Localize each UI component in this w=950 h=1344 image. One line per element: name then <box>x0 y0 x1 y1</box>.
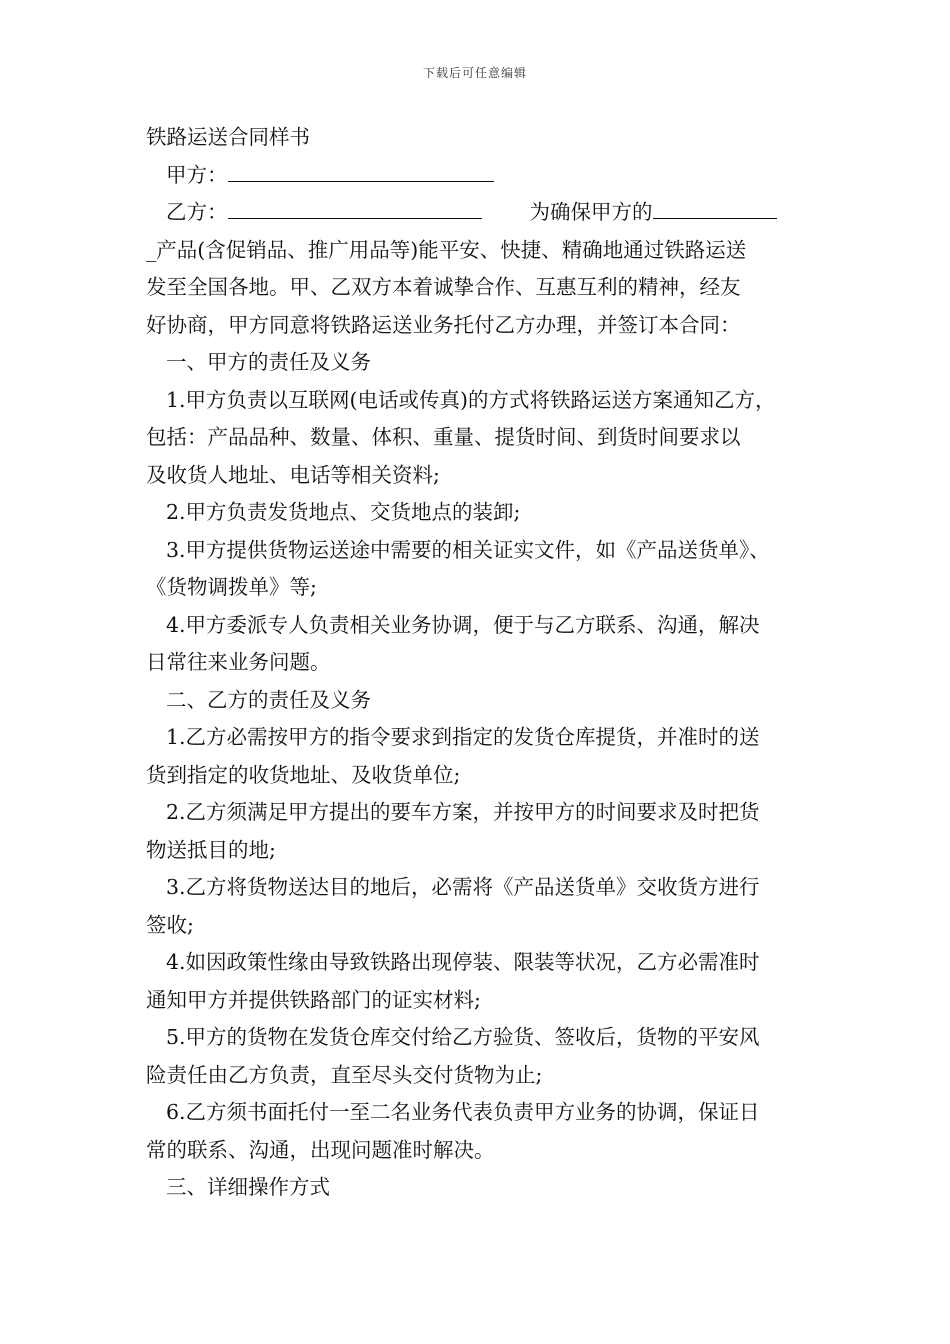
section-heading: 三、详细操作方式 <box>166 1175 330 1199</box>
body-line: 物送抵目的地; <box>146 837 276 862</box>
body-line: 签收; <box>146 912 194 937</box>
body-line: 1.乙方必需按甲方的指令要求到指定的发货仓库提货，并准时的送 <box>166 725 760 749</box>
product-blank <box>653 196 777 219</box>
body-line: 3.乙方将货物送达目的地后，必需将《产品送货单》交收货方进行 <box>166 875 760 899</box>
body-line: 2.甲方负责发货地点、交货地点的装卸; <box>166 500 521 524</box>
party-b-label: 乙方： <box>166 200 228 224</box>
section-heading: 二、乙方的责任及义务 <box>166 687 371 712</box>
body-line: 1.甲方负责以互联网(电话或传真)的方式将铁路运送方案通知乙方， <box>166 387 776 412</box>
body-line: 常的联系、沟通，出现问题准时解决。 <box>146 1137 495 1162</box>
intro-prefix: 为确保甲方的 <box>529 200 653 224</box>
party-a-line <box>146 157 811 195</box>
body-line: 日常往来业务问题。 <box>146 650 331 674</box>
body-line: 6.乙方须书面托付一至二名业务代表负责甲方业务的协调，保证日 <box>166 1100 760 1124</box>
body-line: 好协商，甲方同意将铁路运送业务托付乙方办理，并签订本合同： <box>146 312 741 337</box>
party-a-blank <box>228 159 494 182</box>
body-line: 4.如因政策性缘由导致铁路出现停装、限装等状况，乙方必需准时 <box>166 950 760 974</box>
body-line: 货到指定的收货地址、及收货单位; <box>146 762 461 787</box>
body-line: 2.乙方须满足甲方提出的要车方案，并按甲方的时间要求及时把货 <box>166 800 760 824</box>
body-line: _产品(含促销品、推广用品等)能平安、快捷、精确地通过铁路运送 <box>146 237 747 262</box>
header-note: 下载后可任意编辑 <box>422 66 527 80</box>
body-line: 发至全国各地。甲、乙双方本着诚挚合作、互惠互利的精神，经友 <box>146 275 741 299</box>
body-line: 5.甲方的货物在发货仓库交付给乙方验货、签收后，货物的平安风 <box>166 1025 760 1049</box>
party-b-blank <box>228 196 482 219</box>
party-a-label: 甲方： <box>166 162 228 187</box>
body-line: 及收货人地址、电话等相关资料; <box>146 462 440 487</box>
body-line: 通知甲方并提供铁路部门的证实材料; <box>146 987 481 1012</box>
party-b-line <box>146 194 811 232</box>
contract-title: 铁路运送合同样书 <box>146 125 310 149</box>
body-line: 包括：产品品种、数量、体积、重量、提货时间、到货时间要求以 <box>146 425 741 449</box>
body-line: 3.甲方提供货物运送途中需要的相关证实文件，如《产品送货单》、 <box>166 537 770 562</box>
body-line: 4.甲方委派专人负责相关业务协调，便于与乙方联系、沟通，解决 <box>166 612 760 637</box>
body-line: 《货物调拨单》等; <box>146 575 317 599</box>
section-heading: 一、甲方的责任及义务 <box>166 350 371 374</box>
body-line: 险责任由乙方负责，直至尽头交付货物为止; <box>146 1062 543 1087</box>
contract-body <box>146 119 811 1207</box>
